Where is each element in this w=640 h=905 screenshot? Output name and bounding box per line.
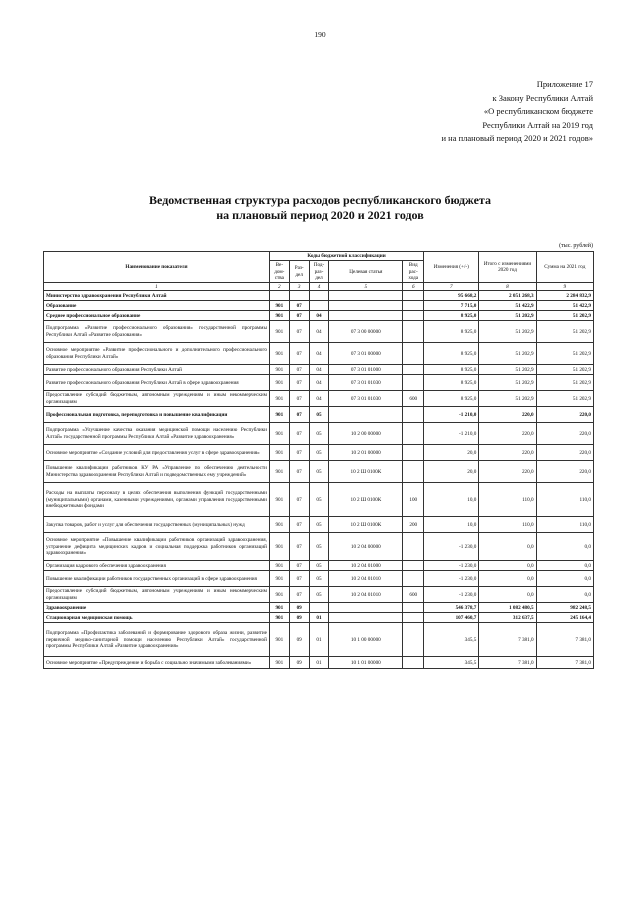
row-csr-cell [329,301,403,311]
row-razdel-cell: 07 [289,423,309,445]
row-name-cell: Развитие профессионального образования Республики Алтай в сфере здравоохранения [44,375,270,391]
row-sum-2021-cell: 51 202,9 [536,343,593,365]
row-sum-2021-cell: 110,0 [536,517,593,533]
row-sum-2021-cell: 220,0 [536,461,593,483]
row-name-cell: Закупка товаров, работ и услуг для обеспечения государственных (муниципальных) нужд [44,517,270,533]
row-total-2020-cell: 7 381,0 [479,657,536,669]
row-name-cell: Предоставление субсидий бюджетным, автономным учреждениям и иным некоммерческим организациям [44,391,270,407]
table-row [44,623,594,657]
row-razdel-cell: 09 [289,603,309,613]
row-change-cell: 107 460,7 [424,613,479,623]
table-row [44,423,594,445]
row-razdel-cell: 07 [289,391,309,407]
row-ved-cell: 901 [269,517,289,533]
row-name-cell: Образование [44,301,270,311]
row-csr-cell: 07 3 01 01000 [329,365,403,375]
row-csr-cell [329,613,403,623]
row-vr-cell [403,375,424,391]
row-sum-2021-cell: 220,0 [536,407,593,423]
row-name-cell: Предоставление субсидий бюджетным, автономным учреждениям и иным некоммерческим организациям [44,587,270,603]
row-total-2020-cell: 51 202,9 [479,343,536,365]
table-row [44,311,594,321]
row-name-cell: Основное мероприятие «Предупреждение и борьба с социально значимыми заболеваниями» [44,657,270,669]
row-ved-cell: 901 [269,301,289,311]
row-razdel-cell: 07 [289,561,309,571]
row-ved-cell [269,291,289,301]
row-sum-2021-cell: 0,0 [536,571,593,587]
col-number: 9 [536,283,593,291]
row-name-cell: Расходы на выплаты персоналу в целях обеспечения выполнения функций государственными (муниципальными) органами, казенными учреждениями, органами управления государственными внебюджетными фондами [44,483,270,517]
row-change-cell: 95 668,2 [424,291,479,301]
row-csr-cell: 10 2 04 00000 [329,533,403,561]
row-total-2020-cell: 1 082 480,5 [479,603,536,613]
table-row [44,561,594,571]
row-change-cell: 10,0 [424,517,479,533]
table-row [44,375,594,391]
row-sum-2021-cell: 51 202,9 [536,365,593,375]
row-change-cell: -1 210,0 [424,423,479,445]
row-vr-cell [403,343,424,365]
row-podrazdel-cell: 05 [309,483,329,517]
row-podrazdel-cell: 01 [309,623,329,657]
header-name: Наименование показателя [44,252,270,283]
col-number: 5 [329,283,403,291]
row-total-2020-cell: 0,0 [479,571,536,587]
row-change-cell: -1 210,0 [424,407,479,423]
row-name-cell: Основное мероприятие «Создание условий для предоставления услуг в сфере здравоохранения» [44,445,270,461]
row-change-cell: 345,5 [424,657,479,669]
row-total-2020-cell: 51 202,9 [479,321,536,343]
row-vr-cell: 600 [403,587,424,603]
row-total-2020-cell: 0,0 [479,561,536,571]
row-podrazdel-cell [309,603,329,613]
row-podrazdel-cell: 05 [309,561,329,571]
row-total-2020-cell: 51 422,9 [479,301,536,311]
header-change: Изменения (+/-) [424,252,479,283]
table-row [44,587,594,603]
table-row [44,533,594,561]
row-ved-cell: 901 [269,483,289,517]
row-total-2020-cell: 7 381,0 [479,623,536,657]
row-total-2020-cell: 312 637,5 [479,613,536,623]
row-sum-2021-cell: 51 202,9 [536,321,593,343]
row-podrazdel-cell: 04 [309,375,329,391]
row-name-cell: Основное мероприятие «Развитие профессионального и дополнительного профессионального образования Республики Алтай» [44,343,270,365]
row-total-2020-cell: 220,0 [479,407,536,423]
appendix-line: «О республиканском бюджете [483,106,593,116]
appendix-line: Приложение 17 [536,79,593,89]
row-vr-cell [403,301,424,311]
col-number: 4 [309,283,329,291]
header-sum-2021: Сумма на 2021 год [536,252,593,283]
row-change-cell: 7 715,0 [424,301,479,311]
row-podrazdel-cell: 04 [309,311,329,321]
row-razdel-cell: 07 [289,587,309,603]
row-vr-cell [403,533,424,561]
row-ved-cell: 901 [269,657,289,669]
row-podrazdel-cell: 01 [309,613,329,623]
row-sum-2021-cell: 220,0 [536,445,593,461]
row-total-2020-cell: 110,0 [479,517,536,533]
row-podrazdel-cell: 05 [309,461,329,483]
row-vr-cell [403,311,424,321]
row-csr-cell: 10 2 04 01000 [329,561,403,571]
appendix-line: Республики Алтай на 2019 год [482,119,593,130]
row-sum-2021-cell: 110,0 [536,483,593,517]
row-csr-cell [329,291,403,301]
units-label: (тыс. рублей) [559,243,593,249]
row-podrazdel-cell: 05 [309,407,329,423]
row-podrazdel-cell: 05 [309,571,329,587]
row-change-cell: 10,0 [424,483,479,517]
header-razdel: Раз-дел [289,261,309,283]
row-ved-cell: 901 [269,623,289,657]
row-ved-cell: 901 [269,375,289,391]
row-vr-cell [403,613,424,623]
row-vr-cell [403,291,424,301]
row-sum-2021-cell: 51 422,9 [536,301,593,311]
column-number-row [44,283,594,291]
row-vr-cell: 600 [403,391,424,407]
row-total-2020-cell: 220,0 [479,423,536,445]
row-csr-cell: 07 3 00 00000 [329,321,403,343]
table-row [44,391,594,407]
row-razdel-cell: 07 [289,533,309,561]
row-ved-cell: 901 [269,571,289,587]
col-number: 2 [269,283,289,291]
row-total-2020-cell: 220,0 [479,461,536,483]
table-row [44,291,594,301]
row-csr-cell: 10 1 01 00000 [329,657,403,669]
row-ved-cell: 901 [269,391,289,407]
table-row [44,445,594,461]
row-csr-cell: 10 2 00 00000 [329,423,403,445]
row-podrazdel-cell [309,291,329,301]
row-vr-cell [403,561,424,571]
table-row [44,301,594,311]
row-podrazdel-cell: 05 [309,587,329,603]
row-sum-2021-cell: 0,0 [536,561,593,571]
appendix-line: к Закону Республики Алтай [492,92,593,103]
row-sum-2021-cell: 220,0 [536,423,593,445]
row-change-cell: 546 378,7 [424,603,479,613]
row-name-cell: Среднее профессиональное образование [44,311,270,321]
row-ved-cell: 901 [269,407,289,423]
row-change-cell: 8 925,0 [424,365,479,375]
row-total-2020-cell: 0,0 [479,587,536,603]
row-csr-cell: 10 2 Ш 0100К [329,483,403,517]
row-csr-cell: 10 2 01 00000 [329,445,403,461]
row-name-cell: Основное мероприятие «Повышение квалификации работников организаций здравоохранения, устранение дефицита медицинских кадров и социальная поддержка работников организаций здравоохранения» [44,533,270,561]
row-ved-cell: 901 [269,423,289,445]
document-title [0,193,640,223]
row-podrazdel-cell: 04 [309,343,329,365]
row-podrazdel-cell: 05 [309,517,329,533]
col-number: 6 [403,283,424,291]
row-ved-cell: 901 [269,445,289,461]
row-podrazdel-cell: 01 [309,657,329,669]
title-line: на плановый период 2020 и 2021 годов [216,208,424,222]
row-razdel-cell: 07 [289,445,309,461]
row-razdel-cell: 07 [289,375,309,391]
row-name-cell: Организация кадрового обеспечения здравоохранения [44,561,270,571]
row-sum-2021-cell: 245 164,4 [536,613,593,623]
table-row [44,657,594,669]
row-vr-cell: 100 [403,483,424,517]
row-ved-cell: 901 [269,461,289,483]
budget-table [43,251,594,669]
row-total-2020-cell: 0,0 [479,533,536,561]
row-ved-cell: 901 [269,561,289,571]
table-row [44,483,594,517]
row-name-cell: Подпрограмма «Развитие профессионального образования» государственной программы Республики Алтай «Развитие образования» [44,321,270,343]
table-body [44,291,594,669]
row-csr-cell: 07 3 01 00000 [329,343,403,365]
row-name-cell: Подпрограмма «Профилактика заболеваний и формирование здорового образа жизни, развитие первичной медико-санитарной помощи населению Республики Алтай» государственной программы Республики Алтай «Развитие здравоохранения» [44,623,270,657]
header-total-2020: Итого с изменениями 2020 год [479,252,536,283]
row-sum-2021-cell: 982 248,5 [536,603,593,613]
table-row [44,571,594,587]
col-number: 7 [424,283,479,291]
row-name-cell: Профессиональная подготовка, переподготовка и повышение квалификации [44,407,270,423]
row-name-cell: Подпрограмма «Улучшение качества оказания медицинской помощи населению Республики Алтай» государственной программы Республики Алтай «Развитие здравоохранения» [44,423,270,445]
row-ved-cell: 901 [269,311,289,321]
row-sum-2021-cell: 0,0 [536,587,593,603]
row-razdel-cell: 07 [289,343,309,365]
header-ved: Ве-дом-ства [269,261,289,283]
row-change-cell: 8 925,0 [424,391,479,407]
row-vr-cell [403,623,424,657]
row-podrazdel-cell: 05 [309,445,329,461]
row-sum-2021-cell: 7 381,0 [536,623,593,657]
col-number: 3 [289,283,309,291]
row-name-cell: Повышение квалификации работников государственных организаций в сфере здравоохранения [44,571,270,587]
row-vr-cell [403,365,424,375]
page-number: 190 [314,30,326,39]
row-vr-cell [403,321,424,343]
row-name-cell: Развитие профессионального образования Республики Алтай [44,365,270,375]
row-vr-cell [403,657,424,669]
row-podrazdel-cell: 04 [309,321,329,343]
row-ved-cell: 901 [269,365,289,375]
row-change-cell: -1 230,0 [424,561,479,571]
row-change-cell: 8 925,0 [424,343,479,365]
row-ved-cell: 901 [269,533,289,561]
row-csr-cell: 10 2 Ш 0100К [329,461,403,483]
row-total-2020-cell: 2 051 268,3 [479,291,536,301]
row-podrazdel-cell: 05 [309,533,329,561]
row-total-2020-cell: 51 202,9 [479,365,536,375]
row-razdel-cell: 07 [289,571,309,587]
header-csr: Целевая статья [329,261,403,283]
row-vr-cell [403,407,424,423]
row-vr-cell: 200 [403,517,424,533]
row-sum-2021-cell: 51 202,9 [536,311,593,321]
row-razdel-cell: 09 [289,623,309,657]
row-change-cell: 345,5 [424,623,479,657]
row-ved-cell: 901 [269,603,289,613]
row-csr-cell: 10 2 Ш 0100К [329,517,403,533]
row-razdel-cell: 09 [289,657,309,669]
row-csr-cell: 10 1 00 00000 [329,623,403,657]
row-razdel-cell: 09 [289,613,309,623]
col-number: 8 [479,283,536,291]
row-vr-cell [403,445,424,461]
row-vr-cell [403,603,424,613]
header-codes: Коды бюджетной классификации [269,252,423,261]
row-change-cell: 20,0 [424,461,479,483]
row-podrazdel-cell [309,301,329,311]
row-ved-cell: 901 [269,613,289,623]
row-razdel-cell: 07 [289,365,309,375]
row-sum-2021-cell: 2 284 832,9 [536,291,593,301]
row-change-cell: 20,0 [424,445,479,461]
row-razdel-cell [289,291,309,301]
row-change-cell: 8 925,0 [424,311,479,321]
row-name-cell: Повышение квалификации работников КУ РА «Управление по обеспечению деятельности Министерства здравоохранения Республики Алтай и подведомственных ему учреждений» [44,461,270,483]
row-ved-cell: 901 [269,587,289,603]
row-change-cell: -1 230,0 [424,571,479,587]
row-total-2020-cell: 51 202,9 [479,375,536,391]
row-razdel-cell: 07 [289,517,309,533]
row-razdel-cell: 07 [289,483,309,517]
row-sum-2021-cell: 0,0 [536,533,593,561]
col-number: 1 [44,283,270,291]
row-ved-cell: 901 [269,343,289,365]
row-change-cell: 8 925,0 [424,321,479,343]
row-razdel-cell: 07 [289,301,309,311]
table-row [44,365,594,375]
row-vr-cell [403,571,424,587]
row-podrazdel-cell: 04 [309,365,329,375]
row-razdel-cell: 07 [289,321,309,343]
row-csr-cell [329,407,403,423]
row-ved-cell: 901 [269,321,289,343]
row-total-2020-cell: 220,0 [479,445,536,461]
row-csr-cell: 10 2 04 01010 [329,571,403,587]
table-row [44,321,594,343]
row-change-cell: -1 230,0 [424,533,479,561]
row-sum-2021-cell: 51 202,9 [536,391,593,407]
row-total-2020-cell: 110,0 [479,483,536,517]
row-csr-cell: 07 3 01 01030 [329,391,403,407]
table-row [44,613,594,623]
row-sum-2021-cell: 7 381,0 [536,657,593,669]
table-row [44,407,594,423]
table-row [44,517,594,533]
row-razdel-cell: 07 [289,407,309,423]
row-vr-cell [403,423,424,445]
row-name-cell: Министерство здравоохранения Республики Алтай [44,291,270,301]
row-vr-cell [403,461,424,483]
table-row [44,343,594,365]
title-line: Ведомственная структура расходов республиканского бюджета [149,193,491,207]
row-razdel-cell: 07 [289,311,309,321]
table-row [44,603,594,613]
row-total-2020-cell: 51 202,9 [479,391,536,407]
header-podrazdel: Под-раз-дел [309,261,329,283]
appendix-block [442,78,594,146]
row-total-2020-cell: 51 202,9 [479,311,536,321]
row-csr-cell [329,603,403,613]
appendix-line: и на плановый период 2020 и 2021 годов» [441,133,593,143]
row-csr-cell: 07 3 01 01030 [329,375,403,391]
row-change-cell: 8 925,0 [424,375,479,391]
table-row [44,461,594,483]
row-csr-cell [329,311,403,321]
row-change-cell: -1 230,0 [424,587,479,603]
header-vr: Вид рас-хода [403,261,424,283]
row-podrazdel-cell: 04 [309,391,329,407]
row-csr-cell: 10 2 04 01010 [329,587,403,603]
row-razdel-cell: 07 [289,461,309,483]
row-sum-2021-cell: 51 202,9 [536,375,593,391]
row-name-cell: Здравоохранение [44,603,270,613]
row-podrazdel-cell: 05 [309,423,329,445]
row-name-cell: Стационарная медицинская помощь [44,613,270,623]
